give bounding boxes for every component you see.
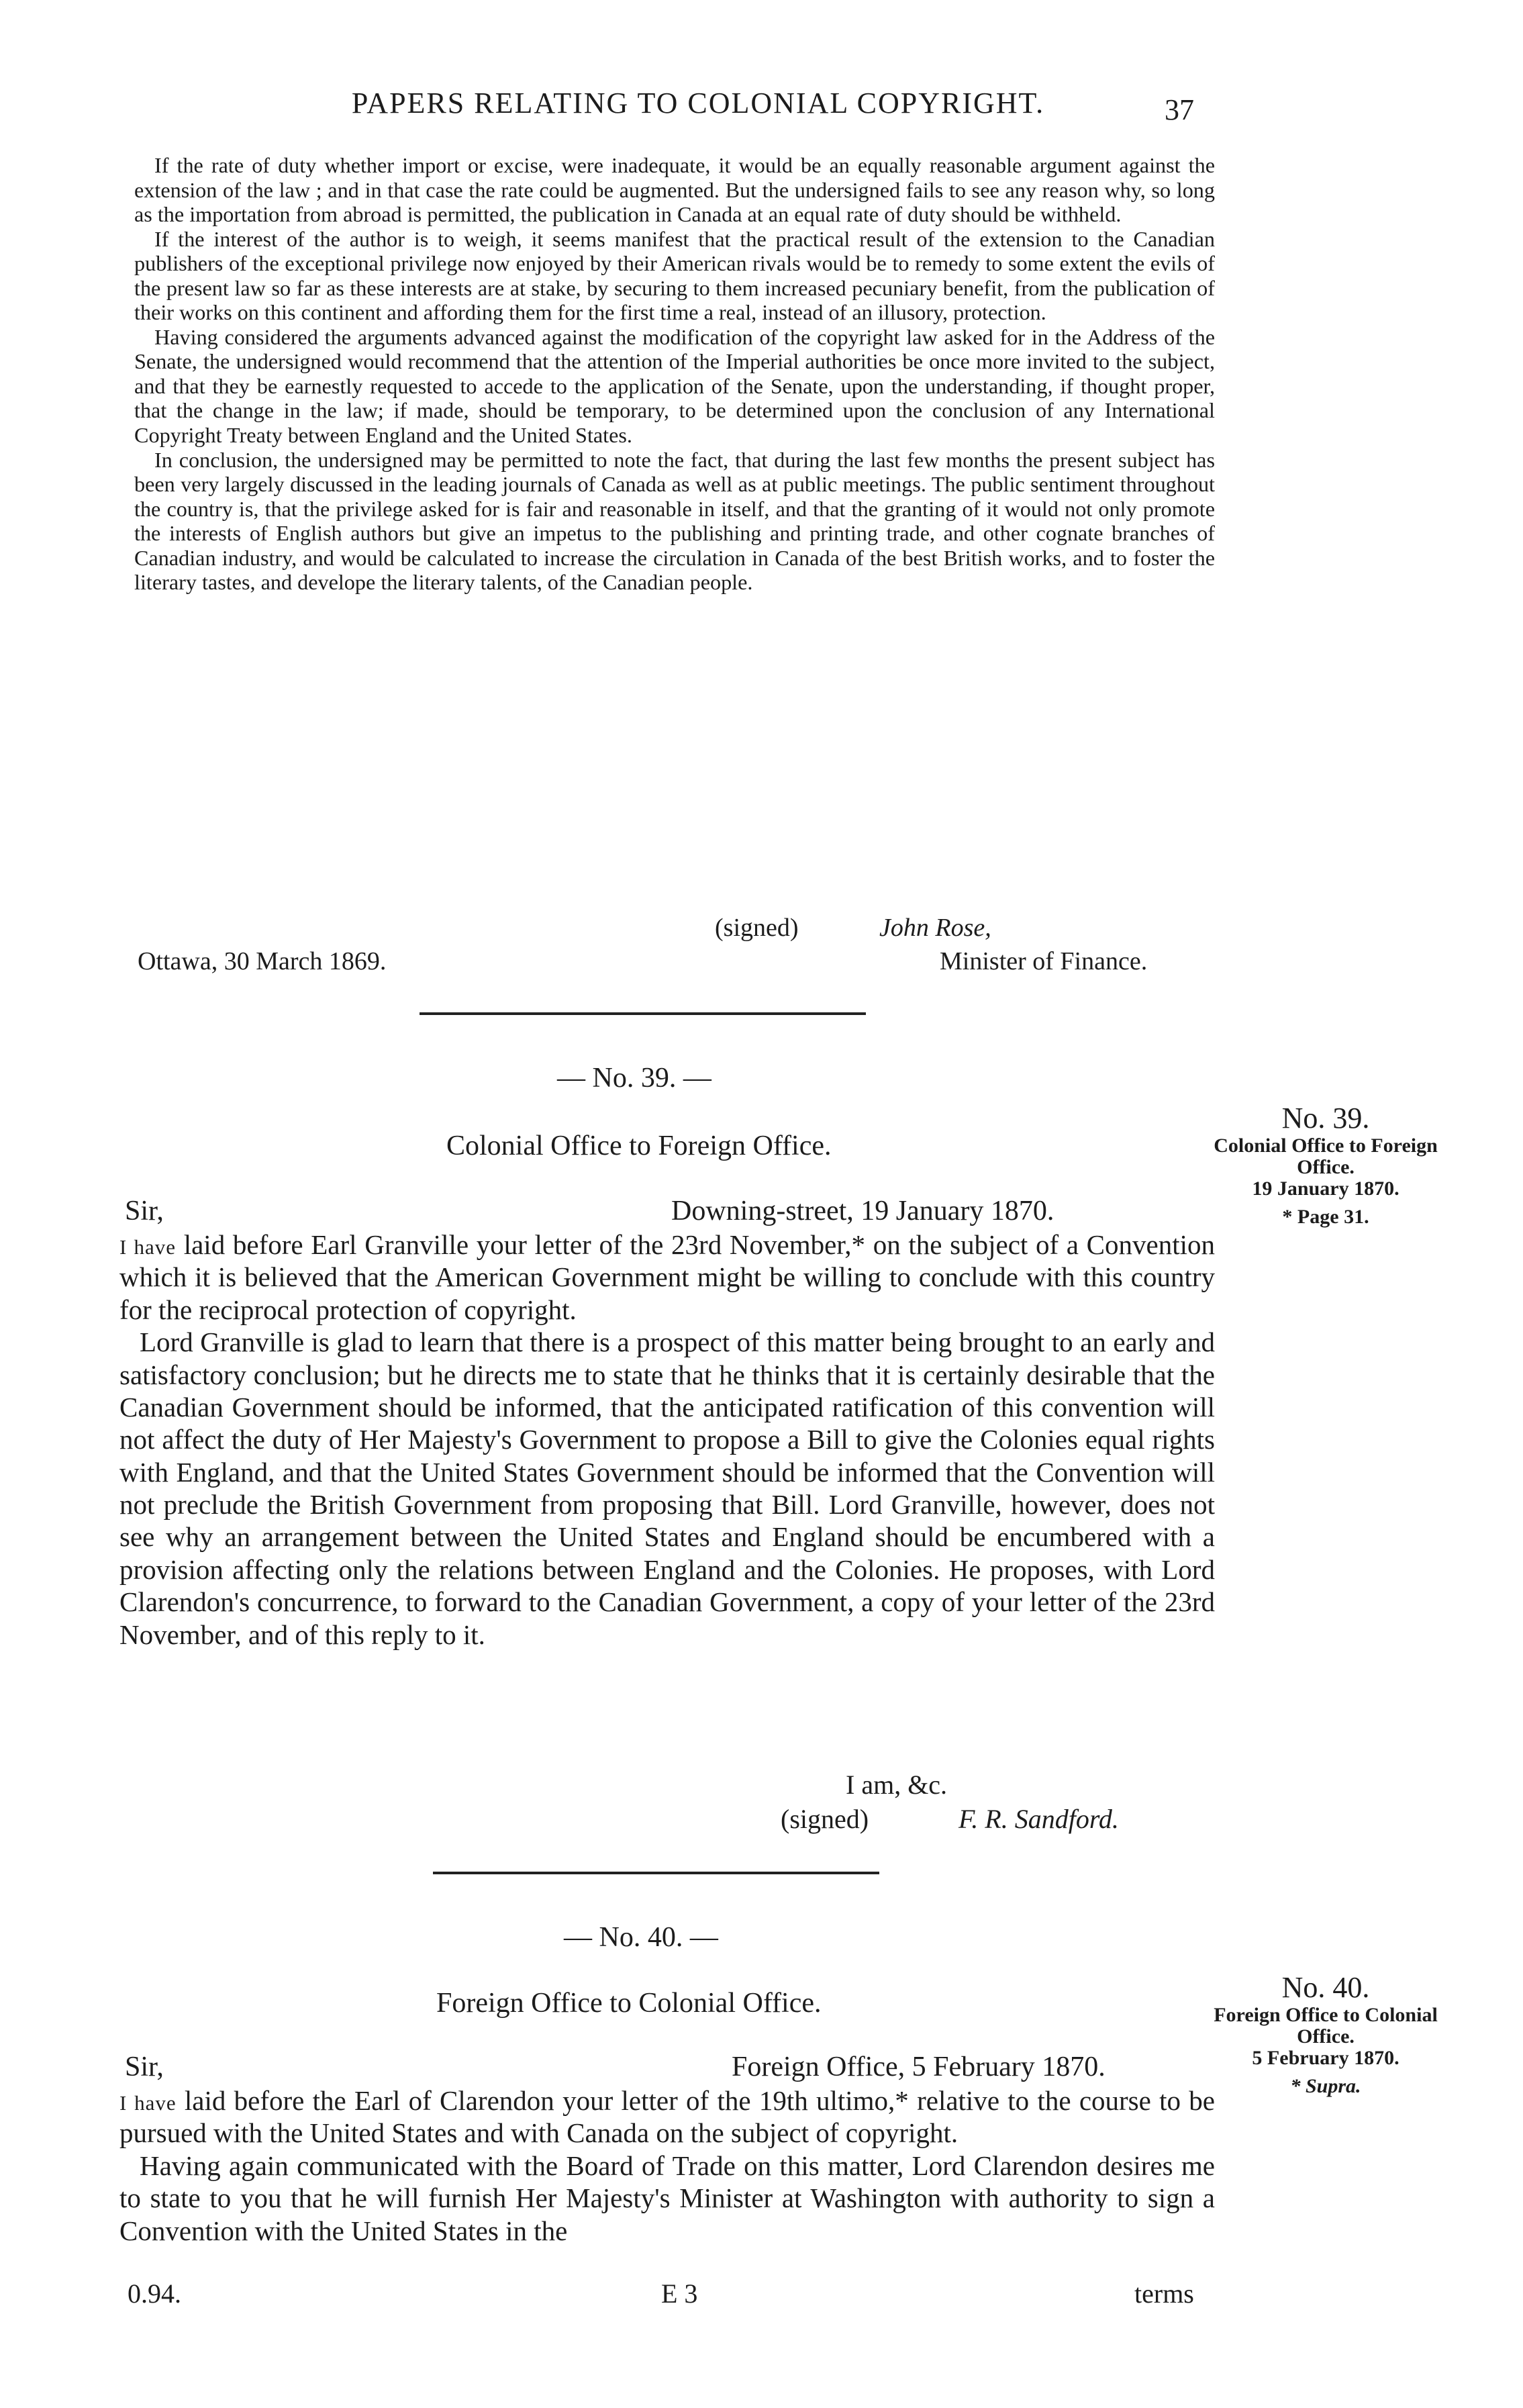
letter-title: Foreign Office to Colonial Office. [436,1988,822,2019]
footer-sheet-number: 0.94. [128,2278,181,2309]
dateline: Foreign Office, 5 February 1870. [732,2052,1106,2082]
section-divider [420,1012,866,1015]
section-divider [433,1872,879,1874]
letter-number-heading: — No. 39. — [557,1063,711,1094]
margin-number: No. 40. [1281,1971,1370,2004]
margin-reference: * Supra. [1290,2075,1361,2097]
salutation: Sir, [125,1196,164,1226]
dateline: Downing-street, 19 January 1870. [671,1196,1054,1226]
paragraph: In conclusion, the undersigned may be permitted to note the fact, that during the last few months the present subject has been very largely discussed in the leading journals of Canada as well as at public meetings. The public sentiment throughout the country is, that the privilege asked for is fair and reasonable in itself, and that the granting of it would not only promote the interests of English authors but give an impetus to the publishing and printing trade, and other cognate branches of Canadian industry, and would be calculated to increase the circulation in Canada of the best British works, and to foster the literary tastes, and develope the literary talents, of the Canadian people. [134,447,1215,595]
paragraph: laid before the Earl of Clarendon your letter of the 19th ultimo,* relative to the course to be pursued with the United States and with Canada on the subject of copyright. [119,2085,1215,2149]
footer-catchword: terms [1134,2278,1194,2309]
paragraph: Having again communicated with the Board of Trade on this matter, Lord Clarendon desires me to state to you that he will furnish Her Majesty's Minister at Washington with authority to sign a Convention with the United States in the [119,2150,1215,2246]
opening-word: I have [119,2091,177,2115]
closing: I am, &c. [846,1770,948,1800]
paragraph: Having considered the arguments advanced against the modification of the copyright law asked for in the Address of the Senate, the undersigned would recommend that the attention of the Imperial authorities be once more invited to the subject, and that they be earnestly requested to accede to the application of the Senate, upon the understanding, if thought proper, that the change in the law; if made, should be temporary, to be determined upon the conclusion of any International Copyright Treaty between England and the United States. [134,324,1215,448]
signer-title: Minister of Finance. [940,947,1148,975]
place-date: Ottawa, 30 March 1869. [138,947,387,975]
paragraph: If the rate of duty whether import or excise, were inadequate, it would be an equally reasonable argument against the extension of the law ; and in that case the rate could be augmented. But the undersigned fails to see any reason why, so long as the importation from abroad is permitted, the publication in Canada at an equal rate of duty should be withheld. [134,153,1215,227]
letter-40-body [119,2084,1215,2247]
paragraph: Lord Granville is glad to learn that there is a prospect of this matter being brought to an early and satisfactory conclusion; but he directs me to state that he thinks that it is certainly desirable that the Canadian Government should be informed, that the anticipated ratification of this convention will not affect the duty of Her Majesty's Government to propose a Bill to give the Colonies equal rights with England, and that the United States Government should be informed that the Convention will not preclude the British Government from proposing that Bill. Lord Granville, however, does not see why an arrangement between the United States and England should be encumbered with a provision affecting only the relations between England and the Colonies. He proposes, with Lord Clarendon's concurrence, to forward to the Canadian Government, a copy of your letter of the 23rd November, and of this reply to it. [119,1327,1215,1650]
signed-label: (signed) [781,1804,869,1834]
paragraph: If the interest of the author is to weigh, it seems manifest that the practical result of the extension to the Canadian publishers of the exceptional privilege now enjoyed by their American rivals would be to remedy to some extent the evils of the present law so far as these interests are at stake, by securing to them increased pecuniary benefit, from the publication of their works on this continent and affording them for the first time a real, instead of an illusory, protection. [134,226,1215,325]
signer-name: F. R. Sandford. [959,1804,1119,1834]
opening-word: I have [119,1235,177,1259]
margin-date: 19 January 1870. [1252,1177,1399,1200]
margin-from: Colonial Office to Foreign Office. [1214,1135,1438,1178]
margin-from: Foreign Office to Colonial Office. [1214,2004,1438,2048]
letter-number-heading: — No. 40. — [564,1922,718,1953]
letter-title: Colonial Office to Foreign Office. [446,1130,832,1161]
signer-name: John Rose, [879,914,991,942]
running-head: PAPERS RELATING TO COLONIAL COPYRIGHT. [351,87,1045,119]
margin-date: 5 February 1870. [1252,2047,1399,2069]
margin-note-39 [1205,1101,1446,1229]
margin-number: No. 39. [1281,1102,1370,1135]
signed-label: (signed) [715,914,799,942]
page-number: 37 [1165,93,1194,126]
salutation: Sir, [125,2052,164,2082]
footer-signature-mark: E 3 [661,2278,698,2309]
paragraph: laid before Earl Granville your letter of the 23rd November,* on the subject of a Convention which it is believed that the American Government might be willing to conclude with this country for the reciprocal protection of copyright. [119,1229,1216,1325]
letter-39-body [119,1229,1215,1651]
margin-note-40 [1205,1970,1446,2098]
margin-reference: * Page 31. [1282,1206,1369,1228]
letter-38-body [134,153,1215,595]
